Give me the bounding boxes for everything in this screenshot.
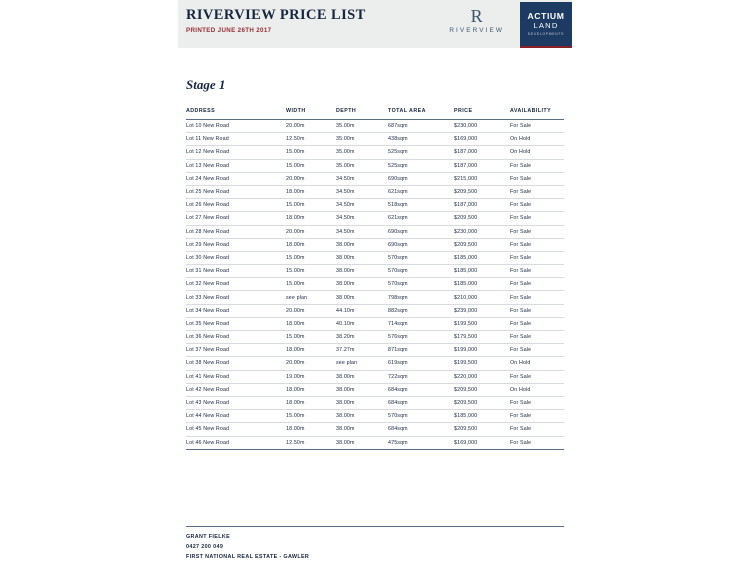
cell-price: $230,000 bbox=[454, 120, 510, 133]
cell-width: 15.00m bbox=[286, 410, 336, 423]
cell-price: $187,000 bbox=[454, 159, 510, 172]
cell-address: Lot 10 New Road bbox=[186, 120, 286, 133]
cell-width: 18.00m bbox=[286, 185, 336, 198]
cell-price: $209,500 bbox=[454, 396, 510, 409]
cell-availability: On Hold bbox=[510, 383, 564, 396]
cell-address: Lot 38 New Road bbox=[186, 357, 286, 370]
table-row bbox=[186, 370, 564, 383]
cell-price: $209,500 bbox=[454, 423, 510, 436]
cell-depth: 38.00m bbox=[336, 383, 388, 396]
print-date: PRINTED JUNE 26TH 2017 bbox=[186, 26, 272, 34]
table-row bbox=[186, 396, 564, 409]
cell-total-area: 882sqm bbox=[388, 304, 454, 317]
cell-width: 18.00m bbox=[286, 396, 336, 409]
cell-width: 15.00m bbox=[286, 278, 336, 291]
cell-availability: For Sale bbox=[510, 396, 564, 409]
header-logos bbox=[416, 0, 572, 48]
cell-price: $169,000 bbox=[454, 133, 510, 146]
cell-address: Lot 35 New Road bbox=[186, 317, 286, 330]
cell-price: $230,000 bbox=[454, 225, 510, 238]
cell-depth: 44.10m bbox=[336, 304, 388, 317]
cell-price: $239,000 bbox=[454, 304, 510, 317]
cell-width: 15.00m bbox=[286, 199, 336, 212]
table-row bbox=[186, 265, 564, 278]
cell-address: Lot 26 New Road bbox=[186, 199, 286, 212]
cell-depth: 38.00m bbox=[336, 291, 388, 304]
cell-width: 20.00m bbox=[286, 172, 336, 185]
table-row bbox=[186, 251, 564, 264]
column-header-width: WIDTH bbox=[286, 108, 336, 120]
table-row bbox=[186, 238, 564, 251]
cell-address: Lot 24 New Road bbox=[186, 172, 286, 185]
cell-width: 19.00m bbox=[286, 370, 336, 383]
cell-address: Lot 27 New Road bbox=[186, 212, 286, 225]
table-row bbox=[186, 185, 564, 198]
cell-address: Lot 44 New Road bbox=[186, 410, 286, 423]
cell-price: $185,000 bbox=[454, 278, 510, 291]
cell-price: $199,000 bbox=[454, 344, 510, 357]
cell-address: Lot 13 New Road bbox=[186, 159, 286, 172]
cell-depth: 38.00m bbox=[336, 423, 388, 436]
cell-width: 15.00m bbox=[286, 251, 336, 264]
cell-price: $199,500 bbox=[454, 317, 510, 330]
cell-width: 18.00m bbox=[286, 344, 336, 357]
cell-availability: On Hold bbox=[510, 133, 564, 146]
cell-availability: For Sale bbox=[510, 185, 564, 198]
cell-total-area: 525sqm bbox=[388, 159, 454, 172]
cell-address: Lot 33 New Road bbox=[186, 291, 286, 304]
actium-logo-top: ACTIUM bbox=[527, 11, 565, 22]
table-row bbox=[186, 423, 564, 436]
cell-availability: For Sale bbox=[510, 199, 564, 212]
cell-width: 15.00m bbox=[286, 146, 336, 159]
cell-depth: 38.00m bbox=[336, 278, 388, 291]
cell-total-area: 621sqm bbox=[388, 212, 454, 225]
cell-address: Lot 41 New Road bbox=[186, 370, 286, 383]
table-row bbox=[186, 172, 564, 185]
cell-price: $169,000 bbox=[454, 436, 510, 449]
cell-total-area: 619sqm bbox=[388, 357, 454, 370]
cell-availability: For Sale bbox=[510, 120, 564, 133]
cell-price: $209,500 bbox=[454, 383, 510, 396]
cell-price: $220,000 bbox=[454, 370, 510, 383]
cell-address: Lot 12 New Road bbox=[186, 146, 286, 159]
cell-width: 12.50m bbox=[286, 133, 336, 146]
cell-total-area: 687sqm bbox=[388, 120, 454, 133]
cell-width: 18.00m bbox=[286, 212, 336, 225]
column-header-price: PRICE bbox=[454, 108, 510, 120]
riverview-mark-icon: R bbox=[470, 6, 483, 26]
cell-depth: 35.00m bbox=[336, 146, 388, 159]
table-row bbox=[186, 436, 564, 449]
cell-width: 15.00m bbox=[286, 265, 336, 278]
cell-price: $210,000 bbox=[454, 291, 510, 304]
cell-address: Lot 36 New Road bbox=[186, 331, 286, 344]
cell-width: 18.00m bbox=[286, 383, 336, 396]
riverview-logo bbox=[449, 7, 504, 34]
actium-logo-bottom: DEVELOPMENTS bbox=[527, 31, 565, 36]
cell-availability: For Sale bbox=[510, 436, 564, 449]
cell-depth: 35.00m bbox=[336, 120, 388, 133]
cell-total-area: 722sqm bbox=[388, 370, 454, 383]
cell-depth: 34.50m bbox=[336, 212, 388, 225]
cell-price: $185,000 bbox=[454, 410, 510, 423]
column-header-availability: AVAILABILITY bbox=[510, 108, 564, 120]
cell-depth: 40.10m bbox=[336, 317, 388, 330]
cell-depth: 38.00m bbox=[336, 251, 388, 264]
table-row bbox=[186, 357, 564, 370]
page-title: RIVERVIEW PRICE LIST bbox=[186, 7, 366, 23]
cell-address: Lot 28 New Road bbox=[186, 225, 286, 238]
actium-logo bbox=[520, 2, 572, 49]
footer-divider bbox=[186, 526, 564, 527]
cell-address: Lot 37 New Road bbox=[186, 344, 286, 357]
table-row bbox=[186, 291, 564, 304]
table-row bbox=[186, 410, 564, 423]
cell-depth: 35.00m bbox=[336, 159, 388, 172]
agent-phone: 0427 200 049 bbox=[186, 544, 224, 550]
cell-width: 20.00m bbox=[286, 357, 336, 370]
table-row bbox=[186, 383, 564, 396]
cell-total-area: 798sqm bbox=[388, 291, 454, 304]
cell-price: $179,500 bbox=[454, 331, 510, 344]
cell-address: Lot 25 New Road bbox=[186, 185, 286, 198]
cell-width: see plan bbox=[286, 291, 336, 304]
cell-address: Lot 29 New Road bbox=[186, 238, 286, 251]
cell-availability: For Sale bbox=[510, 238, 564, 251]
cell-total-area: 570sqm bbox=[388, 265, 454, 278]
cell-price: $199,500 bbox=[454, 357, 510, 370]
cell-address: Lot 45 New Road bbox=[186, 423, 286, 436]
cell-total-area: 621sqm bbox=[388, 185, 454, 198]
cell-availability: For Sale bbox=[510, 317, 564, 330]
cell-address: Lot 34 New Road bbox=[186, 304, 286, 317]
cell-depth: 34.50m bbox=[336, 199, 388, 212]
cell-total-area: 576sqm bbox=[388, 331, 454, 344]
table-row bbox=[186, 159, 564, 172]
table-row bbox=[186, 199, 564, 212]
cell-depth: 37.27m bbox=[336, 344, 388, 357]
cell-width: 18.00m bbox=[286, 423, 336, 436]
table-row bbox=[186, 120, 564, 133]
column-header-address: ADDRESS bbox=[186, 108, 286, 120]
cell-total-area: 570sqm bbox=[388, 278, 454, 291]
cell-availability: For Sale bbox=[510, 370, 564, 383]
cell-availability: For Sale bbox=[510, 410, 564, 423]
price-list-table bbox=[186, 108, 564, 450]
cell-availability: On Hold bbox=[510, 357, 564, 370]
table-row bbox=[186, 331, 564, 344]
stage-heading: Stage 1 bbox=[186, 77, 226, 92]
cell-depth: 34.50m bbox=[336, 172, 388, 185]
table-row bbox=[186, 133, 564, 146]
column-header-total-area: TOTAL AREA bbox=[388, 108, 454, 120]
cell-total-area: 518sqm bbox=[388, 199, 454, 212]
cell-depth: 38.00m bbox=[336, 410, 388, 423]
cell-total-area: 684sqm bbox=[388, 423, 454, 436]
table-row bbox=[186, 304, 564, 317]
cell-availability: For Sale bbox=[510, 291, 564, 304]
cell-total-area: 570sqm bbox=[388, 410, 454, 423]
cell-depth: 38.00m bbox=[336, 436, 388, 449]
cell-availability: For Sale bbox=[510, 212, 564, 225]
table-row bbox=[186, 225, 564, 238]
cell-availability: For Sale bbox=[510, 251, 564, 264]
cell-width: 15.00m bbox=[286, 159, 336, 172]
cell-availability: For Sale bbox=[510, 304, 564, 317]
actium-logo-mid: LAND bbox=[533, 21, 559, 30]
cell-price: $185,000 bbox=[454, 251, 510, 264]
cell-width: 20.00m bbox=[286, 304, 336, 317]
cell-availability: For Sale bbox=[510, 159, 564, 172]
cell-total-area: 684sqm bbox=[388, 383, 454, 396]
cell-width: 18.00m bbox=[286, 317, 336, 330]
cell-depth: 35.00m bbox=[336, 133, 388, 146]
cell-width: 18.00m bbox=[286, 238, 336, 251]
cell-price: $187,000 bbox=[454, 199, 510, 212]
cell-address: Lot 31 New Road bbox=[186, 265, 286, 278]
document-header bbox=[178, 0, 572, 48]
cell-depth: 34.50m bbox=[336, 185, 388, 198]
cell-total-area: 525sqm bbox=[388, 146, 454, 159]
cell-depth: 38.00m bbox=[336, 370, 388, 383]
cell-availability: For Sale bbox=[510, 265, 564, 278]
cell-total-area: 690sqm bbox=[388, 225, 454, 238]
cell-total-area: 690sqm bbox=[388, 238, 454, 251]
table-row bbox=[186, 317, 564, 330]
cell-address: Lot 30 New Road bbox=[186, 251, 286, 264]
cell-availability: For Sale bbox=[510, 423, 564, 436]
riverview-wordmark: RIVERVIEW bbox=[449, 27, 504, 34]
cell-price: $209,500 bbox=[454, 185, 510, 198]
cell-depth: 38.00m bbox=[336, 238, 388, 251]
cell-width: 20.00m bbox=[286, 225, 336, 238]
cell-price: $185,000 bbox=[454, 265, 510, 278]
cell-depth: 38.20m bbox=[336, 331, 388, 344]
table-header-row bbox=[186, 108, 564, 120]
cell-availability: For Sale bbox=[510, 331, 564, 344]
cell-depth: 38.00m bbox=[336, 396, 388, 409]
cell-address: Lot 11 New Road bbox=[186, 133, 286, 146]
table-row bbox=[186, 212, 564, 225]
document-body bbox=[178, 48, 572, 563]
agent-name: GRANT FIELKE bbox=[186, 534, 231, 540]
cell-price: $215,000 bbox=[454, 172, 510, 185]
cell-width: 20.00m bbox=[286, 120, 336, 133]
cell-total-area: 714sqm bbox=[388, 317, 454, 330]
cell-depth: see plan bbox=[336, 357, 388, 370]
cell-total-area: 475sqm bbox=[388, 436, 454, 449]
agency-name: FIRST NATIONAL REAL ESTATE - GAWLER bbox=[186, 554, 310, 560]
cell-price: $209,500 bbox=[454, 238, 510, 251]
cell-address: Lot 46 New Road bbox=[186, 436, 286, 449]
cell-address: Lot 43 New Road bbox=[186, 396, 286, 409]
cell-availability: For Sale bbox=[510, 172, 564, 185]
column-header-depth: DEPTH bbox=[336, 108, 388, 120]
table-row bbox=[186, 146, 564, 159]
header-titles bbox=[178, 0, 416, 34]
cell-total-area: 871sqm bbox=[388, 344, 454, 357]
footer-contact bbox=[186, 532, 309, 562]
cell-price: $187,000 bbox=[454, 146, 510, 159]
cell-address: Lot 32 New Road bbox=[186, 278, 286, 291]
cell-availability: For Sale bbox=[510, 278, 564, 291]
cell-total-area: 690sqm bbox=[388, 172, 454, 185]
table-row bbox=[186, 278, 564, 291]
cell-width: 12.50m bbox=[286, 436, 336, 449]
table-row bbox=[186, 344, 564, 357]
cell-address: Lot 42 New Road bbox=[186, 383, 286, 396]
cell-availability: For Sale bbox=[510, 344, 564, 357]
cell-total-area: 570sqm bbox=[388, 251, 454, 264]
cell-depth: 34.50m bbox=[336, 225, 388, 238]
cell-availability: On Hold bbox=[510, 146, 564, 159]
cell-price: $209,500 bbox=[454, 212, 510, 225]
cell-availability: For Sale bbox=[510, 225, 564, 238]
table-body bbox=[186, 120, 564, 450]
cell-total-area: 684sqm bbox=[388, 396, 454, 409]
cell-width: 15.00m bbox=[286, 331, 336, 344]
cell-depth: 38.00m bbox=[336, 265, 388, 278]
cell-total-area: 438sqm bbox=[388, 133, 454, 146]
